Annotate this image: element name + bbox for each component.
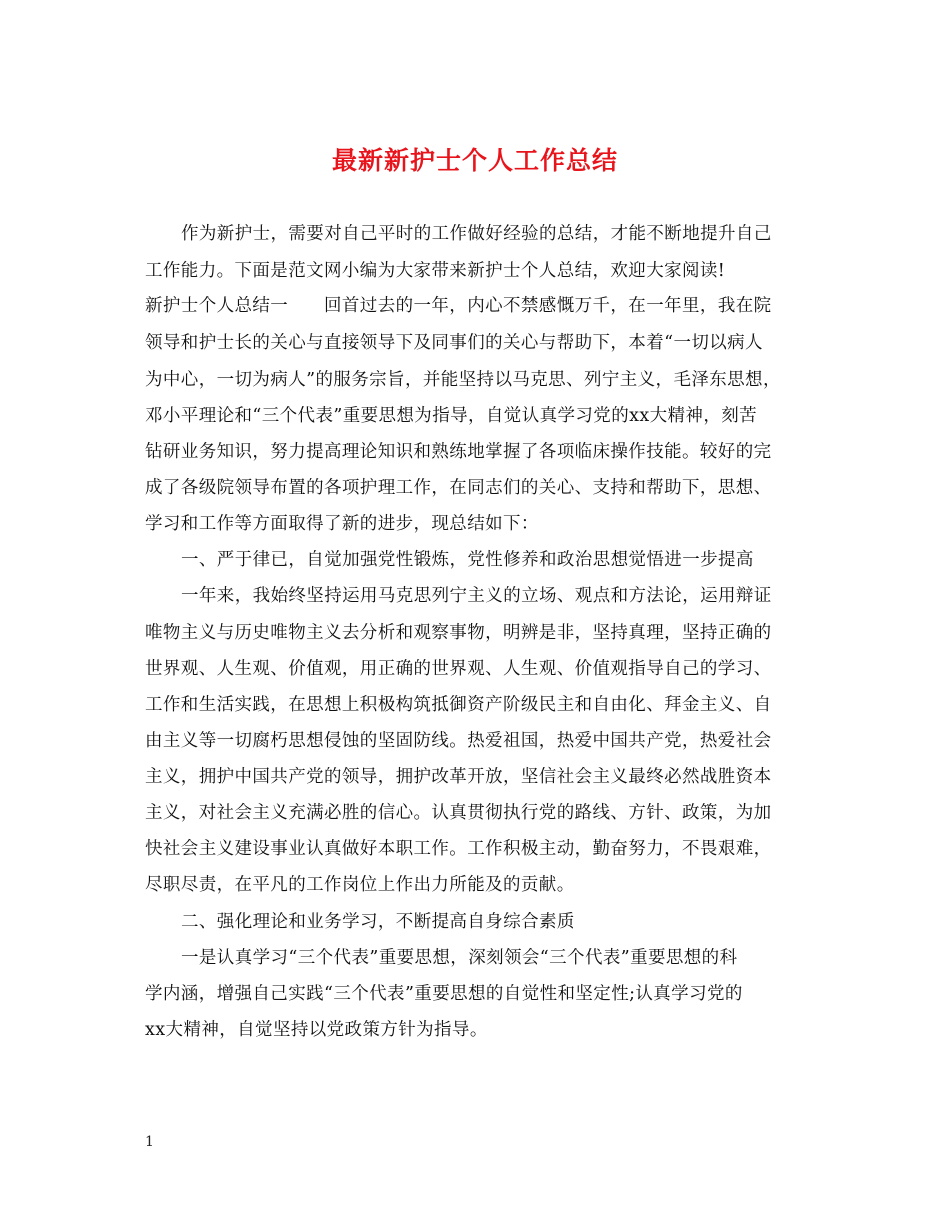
paragraph-line: 快社会主义建设事业认真做好本职工作。工作积极主动，勤奋努力，不畏艰难，: [145, 839, 772, 859]
paragraph-line: 世界观、人生观、价值观，用正确的世界观、人生观、价值观指导自己的学习、: [145, 659, 772, 679]
paragraph-line: 学习和工作等方面取得了新的进步，现总结如下：: [145, 514, 539, 534]
page-number: 1: [145, 1134, 154, 1150]
paragraph-line: 为中心，一切为病人”的服务宗旨，并能坚持以马克思、列宁主义，毛泽东思想，: [145, 370, 781, 390]
paragraph-line: 由主义等一切腐朽思想侵蚀的坚固防线。热爱祖国，热爱中国共产党，热爱社会: [145, 731, 772, 751]
paragraph-line: 唯物主义与历史唯物主义去分析和观察事物，明辨是非，坚持真理，坚持正确的: [145, 623, 772, 643]
paragraph-line: 工作能力。下面是范文网小编为大家带来新护士个人总结，欢迎大家阅读!: [145, 261, 726, 281]
paragraph-line: 钻研业务知识，努力提高理论知识和熟练地掌握了各项临床操作技能。较好的完: [145, 442, 772, 462]
paragraph-line: 一年来，我始终坚持运用马克思列宁主义的立场、观点和方法论，运用辩证: [181, 586, 772, 606]
paragraph-line: 主义，对社会主义充满必胜的信心。认真贯彻执行党的路线、方针、政策，为加: [145, 803, 772, 823]
paragraph-line: 邓小平理论和“三个代表”重要思想为指导，自觉认真学习党的xx大精神，刻苦: [145, 406, 758, 426]
document-title: 最新新护士个人工作总结: [331, 146, 618, 175]
paragraph-line: 成了各级院领导布置的各项护理工作，在同志们的关心、支持和帮助下，思想、: [145, 478, 772, 498]
section-heading: 一、严于律已，自觉加强党性锻炼，党性修养和政治思想觉悟进一步提高: [181, 550, 754, 570]
paragraph-line: 主义，拥护中国共产党的领导，拥护改革开放，坚信社会主义最终必然战胜资本: [145, 767, 772, 787]
paragraph-line: 一是认真学习“三个代表”重要思想，深刻领会“三个代表”重要思想的科: [181, 948, 738, 968]
paragraph-line: 尽职尽责，在平凡的工作岗位上作出力所能及的贡献。: [145, 875, 575, 895]
paragraph-line: 领导和护士长的关心与直接领导下及同事们的关心与帮助下，本着“一切以病人: [145, 333, 763, 353]
paragraph-line: 作为新护士，需要对自己平时的工作做好经验的总结，才能不断地提升自己: [181, 224, 772, 244]
paragraph-line: xx大精神，自觉坚持以党政策方针为指导。: [145, 1020, 488, 1040]
section-heading: 二、强化理论和业务学习，不断提高自身综合素质: [181, 912, 575, 932]
paragraph-line: 工作和生活实践，在思想上积极构筑抵御资产阶级民主和自由化、拜金主义、自: [145, 695, 772, 715]
paragraph-line: 学内涵，增强自己实践“三个代表”重要思想的自觉性和坚定性;认真学习党的: [145, 984, 743, 1004]
paragraph-line: 新护士个人总结一 回首过去的一年，内心不禁感慨万千，在一年里，我在院: [145, 296, 772, 316]
